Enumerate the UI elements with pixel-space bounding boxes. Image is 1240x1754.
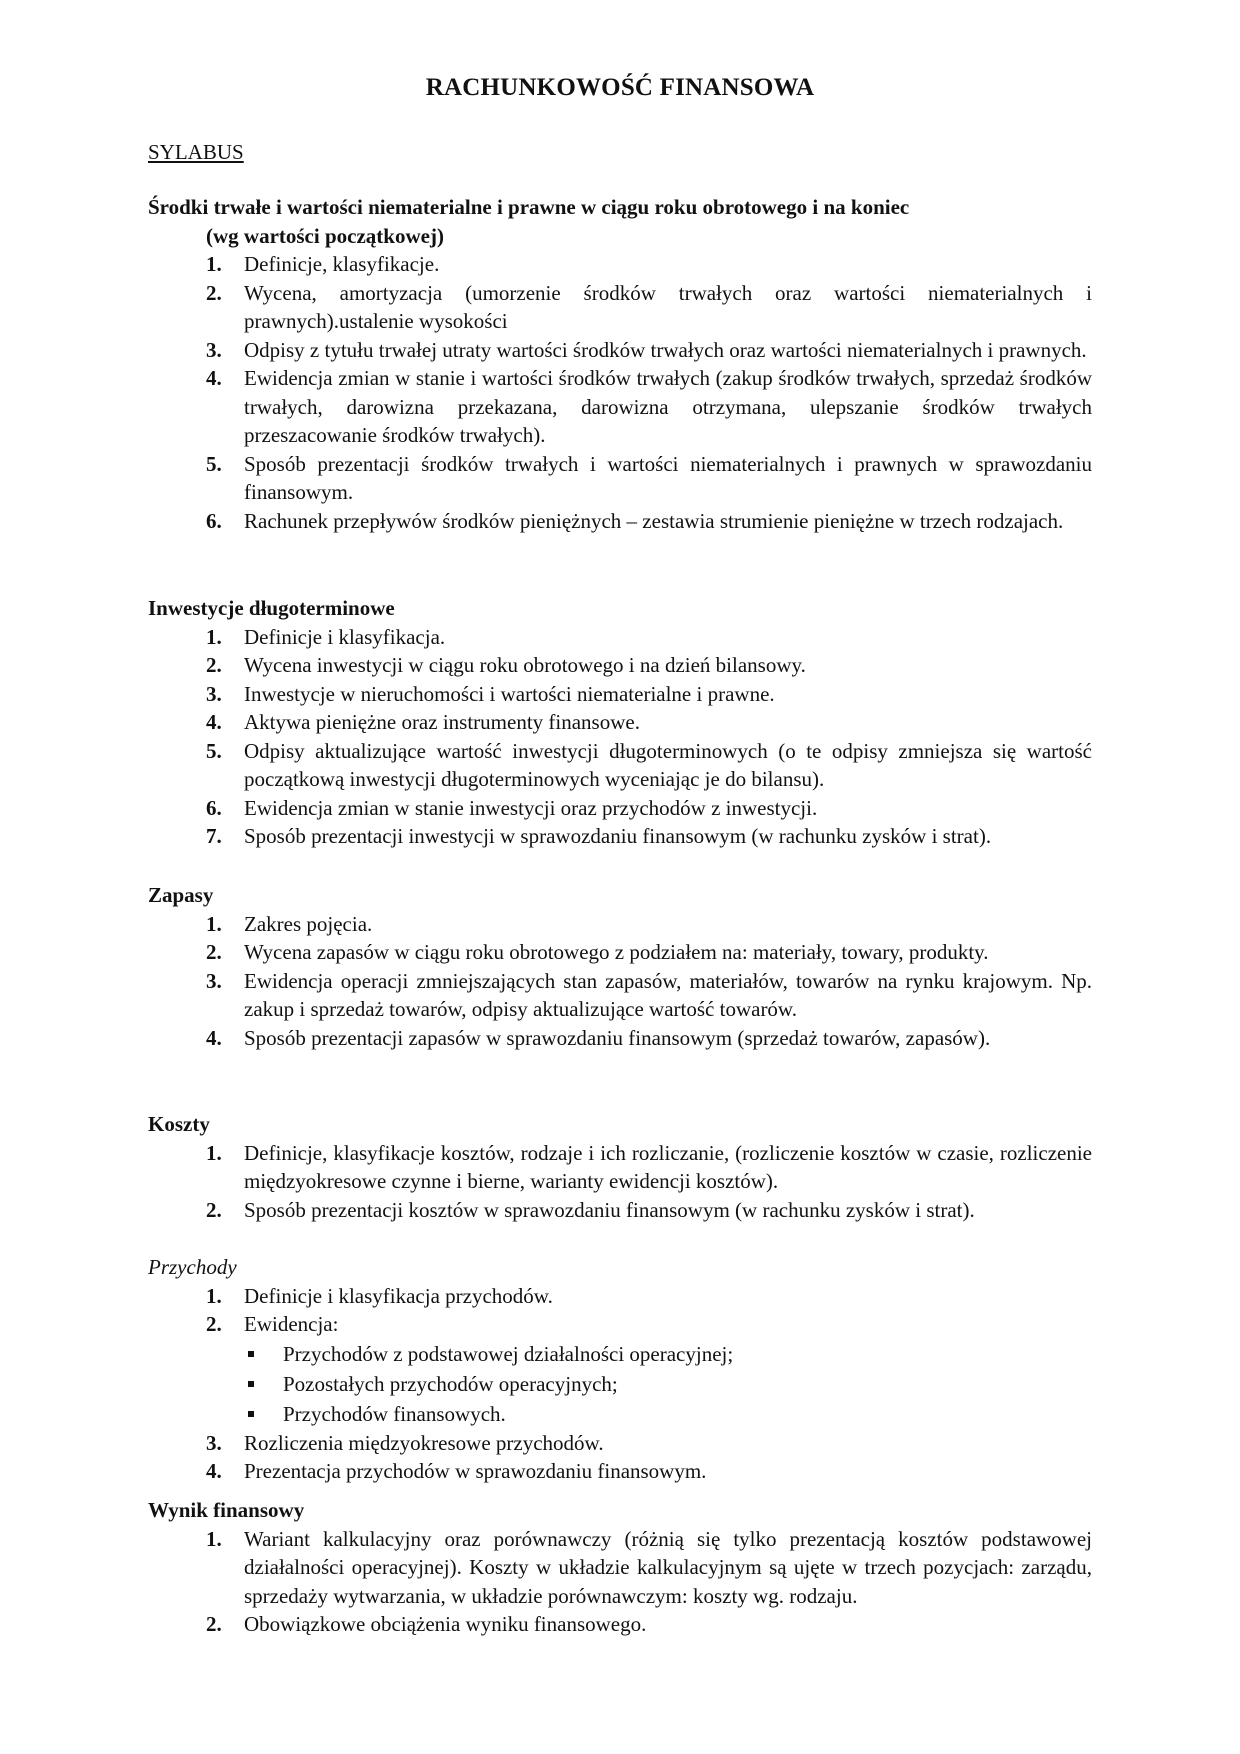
- item-number: 2.: [206, 940, 222, 964]
- item-number: 3.: [206, 681, 222, 706]
- section-heading: Inwestycje długoterminowe: [148, 596, 395, 620]
- list-item: [148, 1610, 1092, 1639]
- item-number: 2.: [206, 653, 222, 677]
- bullet-list: [148, 1339, 1092, 1429]
- bullet-text: Przychodów z podstawowej działalności operacyjnej;: [283, 1341, 734, 1366]
- item-number: 2.: [206, 1197, 222, 1222]
- list-item: [148, 623, 1092, 652]
- item-number: 1.: [206, 1526, 222, 1551]
- item-number: 4.: [206, 710, 222, 734]
- item-text: Zakres pojęcia.: [244, 911, 373, 936]
- item-text: Wycena inwestycji w ciągu roku obrotowego i na dzień bilansowy.: [244, 653, 806, 677]
- item-text: Rachunek przepływów środków pieniężnych – zestawia strumienie pieniężne w trzech rodzajach.: [244, 508, 1064, 533]
- item-number: 2.: [206, 1612, 222, 1636]
- square-bullet-icon: [248, 1381, 254, 1387]
- item-number: 1.: [206, 911, 222, 936]
- item-text: Odpisy aktualizujące wartość inwestycji długoterminowych (o te odpisy zmniejsza się wartość początkową inwestycji długoterminowych wyceniając je do bilansu).: [244, 738, 1092, 791]
- numbered-list: [148, 910, 1092, 1053]
- bullet-text: Przychodów finansowych.: [283, 1401, 506, 1426]
- bullet-text: Pozostałych przychodów operacyjnych;: [283, 1371, 618, 1396]
- item-number: 5.: [206, 451, 222, 476]
- list-item: [148, 1196, 1092, 1225]
- item-text: Sposób prezentacji kosztów w sprawozdaniu finansowym (w rachunku zysków i strat).: [244, 1197, 975, 1222]
- numbered-list: [148, 1525, 1092, 1639]
- bullet-item: [148, 1369, 1092, 1399]
- section-heading: [148, 193, 1092, 250]
- list-item: [148, 250, 1092, 279]
- list-item: [148, 507, 1092, 536]
- list-item: [148, 1457, 1092, 1486]
- item-text: Ewidencja zmian w stanie i wartości środków trwałych (zakup środków trwałych, sprzedaż środków trwałych, darowizna przekazana, darowizna otrzymana, ulepszanie środków trwałych przeszacowanie środków trwałych).: [244, 366, 1092, 447]
- bullet-item: [148, 1399, 1092, 1429]
- numbered-list: [148, 623, 1092, 851]
- list-item: [148, 708, 1092, 737]
- item-number: 7.: [206, 824, 222, 848]
- section-fixed-assets: [148, 193, 1092, 535]
- section-heading: Koszty: [148, 1112, 210, 1136]
- item-text: Aktywa pieniężne oraz instrumenty finansowe.: [244, 710, 640, 734]
- list-item: [148, 1024, 1092, 1053]
- document-title: RACHUNKOWOŚĆ FINANSOWA: [425, 74, 815, 101]
- item-number: 2.: [206, 1312, 222, 1336]
- list-item: [148, 336, 1092, 365]
- item-number: 4.: [206, 1025, 222, 1050]
- item-text: Sposób prezentacji zapasów w sprawozdaniu finansowym (sprzedaż towarów, zapasów).: [244, 1025, 991, 1050]
- item-text: Ewidencja operacji zmniejszających stan zapasów, materiałów, towarów na rynku krajowym. Np. zakup i sprzedaż towarów, odpisy aktualizujące wartość towarów.: [244, 968, 1092, 1021]
- item-text: Ewidencja zmian w stanie inwestycji oraz przychodów z inwestycji.: [244, 795, 818, 820]
- item-number: 3.: [206, 968, 222, 993]
- item-text: Obowiązkowe obciążenia wyniku finansowego.: [244, 1612, 647, 1636]
- section-inventory: [148, 881, 1092, 1052]
- list-item: [148, 1525, 1092, 1611]
- item-text: Definicje, klasyfikacje.: [244, 252, 440, 276]
- section-heading-continuation: (wg wartości początkowej): [206, 223, 444, 248]
- numbered-list: [148, 250, 1092, 535]
- item-number: 1.: [206, 252, 222, 276]
- list-item: [148, 279, 1092, 336]
- section-heading: Zapasy: [148, 883, 214, 907]
- list-item: [148, 822, 1092, 851]
- item-text: Wariant kalkulacyjny oraz porównawczy (różnią się tylko prezentacją kosztów podstawowej działalności operacyjnej). Koszty w układzie kalkulacyjnym są ujęte w trzech pozycjach: zarządu, sprzedaży wytwarzania, w układzie porównawczym: koszty wg. rodzaju.: [244, 1526, 1092, 1608]
- section-revenues: [148, 1253, 1092, 1486]
- numbered-list-continued: [148, 1429, 1092, 1486]
- section-long-term-investments: [148, 594, 1092, 851]
- item-text: Sposób prezentacji inwestycji w sprawozdaniu finansowym (w rachunku zysków i strat).: [244, 824, 992, 848]
- list-item: [148, 1310, 1092, 1339]
- numbered-list: [148, 1139, 1092, 1225]
- section-heading-text: Środki trwałe i wartości niematerialne i prawne w ciągu roku obrotowego i na koniec: [148, 195, 910, 219]
- item-number: 6.: [206, 795, 222, 820]
- section-heading: Przychody: [148, 1255, 237, 1279]
- item-number: 5.: [206, 738, 222, 763]
- item-text: Wycena, amortyzacja (umorzenie środków trwałych oraz wartości niematerialnych i prawnych).ustalenie wysokości: [244, 280, 1092, 333]
- section-costs: [148, 1110, 1092, 1224]
- item-number: 3.: [206, 1430, 222, 1455]
- item-number: 6.: [206, 508, 222, 533]
- item-text: Wycena zapasów w ciągu roku obrotowego z podziałem na: materiały, towary, produkty.: [244, 940, 989, 964]
- list-item: [148, 1139, 1092, 1196]
- list-item: [148, 1282, 1092, 1311]
- item-text: Definicje i klasyfikacja.: [244, 624, 446, 649]
- numbered-list: [148, 1282, 1092, 1339]
- section-financial-result: [148, 1496, 1092, 1639]
- item-text: Sposób prezentacji środków trwałych i wartości niematerialnych i prawnych w sprawozdaniu finansowym.: [244, 451, 1092, 504]
- item-number: 4.: [206, 366, 222, 390]
- item-text: Prezentacja przychodów w sprawozdaniu finansowym.: [244, 1459, 707, 1483]
- section-heading: Wynik finansowy: [148, 1498, 305, 1522]
- list-item: [148, 1429, 1092, 1458]
- item-number: 1.: [206, 1283, 222, 1308]
- item-number: 1.: [206, 1140, 222, 1165]
- item-text: Definicje i klasyfikacja przychodów.: [244, 1283, 553, 1308]
- item-text: Odpisy z tytułu trwałej utraty wartości środków trwałych oraz wartości niematerialnych i prawnych.: [244, 337, 1087, 362]
- list-item: [148, 910, 1092, 939]
- bullet-item: [148, 1339, 1092, 1369]
- item-text: Rozliczenia międzyokresowe przychodów.: [244, 1430, 604, 1455]
- document-subtitle: SYLABUS: [148, 140, 244, 164]
- item-number: 4.: [206, 1459, 222, 1483]
- square-bullet-icon: [248, 1411, 254, 1417]
- list-item: [148, 364, 1092, 450]
- item-number: 3.: [206, 337, 222, 362]
- item-number: 2.: [206, 280, 222, 305]
- list-item: [148, 450, 1092, 507]
- list-item: [148, 737, 1092, 794]
- item-text: Definicje, klasyfikacje kosztów, rodzaje i ich rozliczanie, (rozliczenie kosztów w czasie, rozliczenie międzyokresowe czynne i bierne, warianty ewidencji kosztów).: [244, 1140, 1092, 1193]
- item-text: Ewidencja:: [244, 1312, 339, 1336]
- list-item: [148, 794, 1092, 823]
- item-number: 1.: [206, 624, 222, 649]
- list-item: [148, 680, 1092, 709]
- list-item: [148, 967, 1092, 1024]
- square-bullet-icon: [248, 1351, 254, 1357]
- item-text: Inwestycje w nieruchomości i wartości niematerialne i prawne.: [244, 681, 775, 706]
- list-item: [148, 651, 1092, 680]
- list-item: [148, 938, 1092, 967]
